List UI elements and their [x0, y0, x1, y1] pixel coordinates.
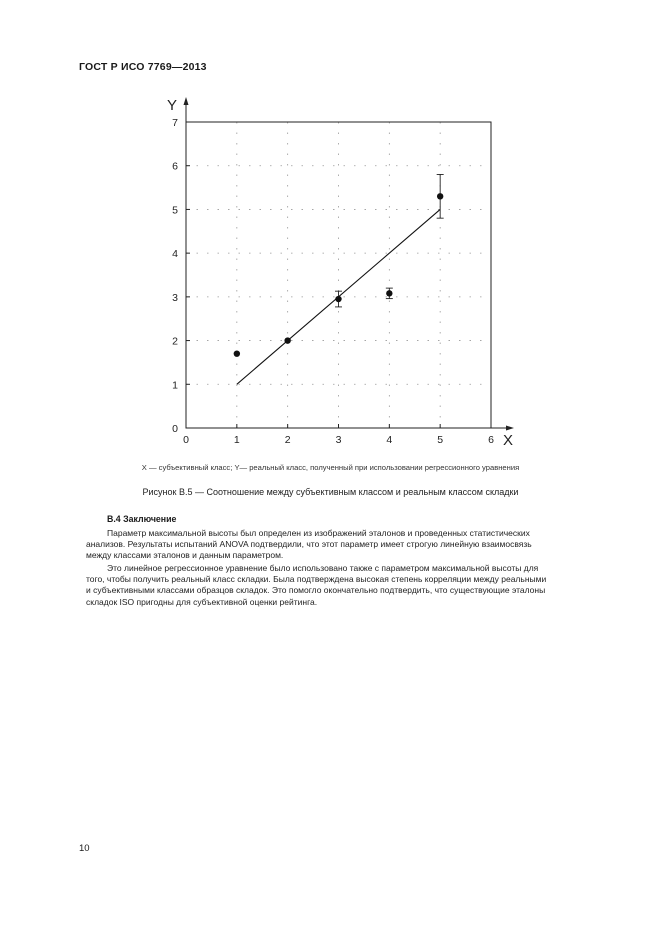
section-title: В.4 Заключение [107, 514, 177, 524]
paragraph-line: анализов. Результаты испытаний ANOVA подтвердили, что этот параметр имеет строгую линейную взаимосвязь [86, 539, 532, 550]
paragraph-1 [86, 528, 585, 562]
figure-legend: X — субъективный класс; Y— реальный класс, полученный при использовании регрессионного уравнения [141, 463, 520, 472]
chart-grid [186, 122, 491, 428]
paragraph-line: того, чтобы получить реальный класс складки. Была подтверждена высокая степень корреляции между реальными [86, 574, 547, 585]
tick-labels [172, 117, 494, 446]
data-point [437, 193, 443, 199]
paragraph-line: и субъективными классами образцов складок. Это помогло окончательно подтвердить, что существующие эталоны [86, 585, 546, 596]
x-axis-letter: X [503, 432, 514, 449]
data-point [386, 290, 392, 296]
paragraph-line: между классами эталонов и данным параметром. [86, 550, 284, 561]
x-tick-label: 3 [335, 434, 342, 446]
figure-caption: Рисунок В.5 — Соотношение между субъективным классом и реальным классом складки [142, 487, 519, 497]
x-tick-label: 5 [437, 434, 444, 446]
paragraph-line: Параметр максимальной высоты был определен из изображений эталонов и проведенных статистических [107, 528, 530, 538]
y-tick-label: 5 [172, 204, 178, 217]
y-axis-letter: Y [167, 97, 178, 114]
plot-frame [186, 122, 491, 428]
x-tick-label: 0 [183, 434, 189, 446]
paragraph-line: складок ISO пригодны для субъективной оценки рейтинга. [86, 596, 318, 607]
y-arrow-head [184, 97, 189, 105]
x-tick-label: 2 [284, 434, 291, 446]
x-tick-label: 6 [488, 434, 494, 446]
paragraph-2 [86, 563, 585, 608]
paragraph-line: Это линейное регрессионное уравнение было использовано также с параметром максимальной высоты для [107, 563, 539, 573]
chart-marks [234, 174, 444, 384]
y-tick-label: 7 [172, 117, 178, 129]
y-tick-label: 3 [172, 291, 178, 304]
document-header: ГОСТ Р ИСО 7769—2013 [79, 61, 207, 73]
page-number: 10 [79, 843, 90, 854]
y-tick-label: 0 [172, 423, 178, 435]
data-point [234, 350, 240, 356]
y-tick-label: 6 [172, 160, 178, 173]
y-tick-label: 2 [172, 335, 178, 348]
data-point [335, 296, 341, 302]
data-point [284, 337, 290, 343]
y-tick-label: 4 [172, 248, 178, 261]
x-arrow-head [506, 426, 514, 431]
y-tick-label: 1 [172, 379, 178, 392]
x-tick-label: 1 [233, 434, 240, 446]
x-tick-label: 4 [386, 434, 393, 446]
